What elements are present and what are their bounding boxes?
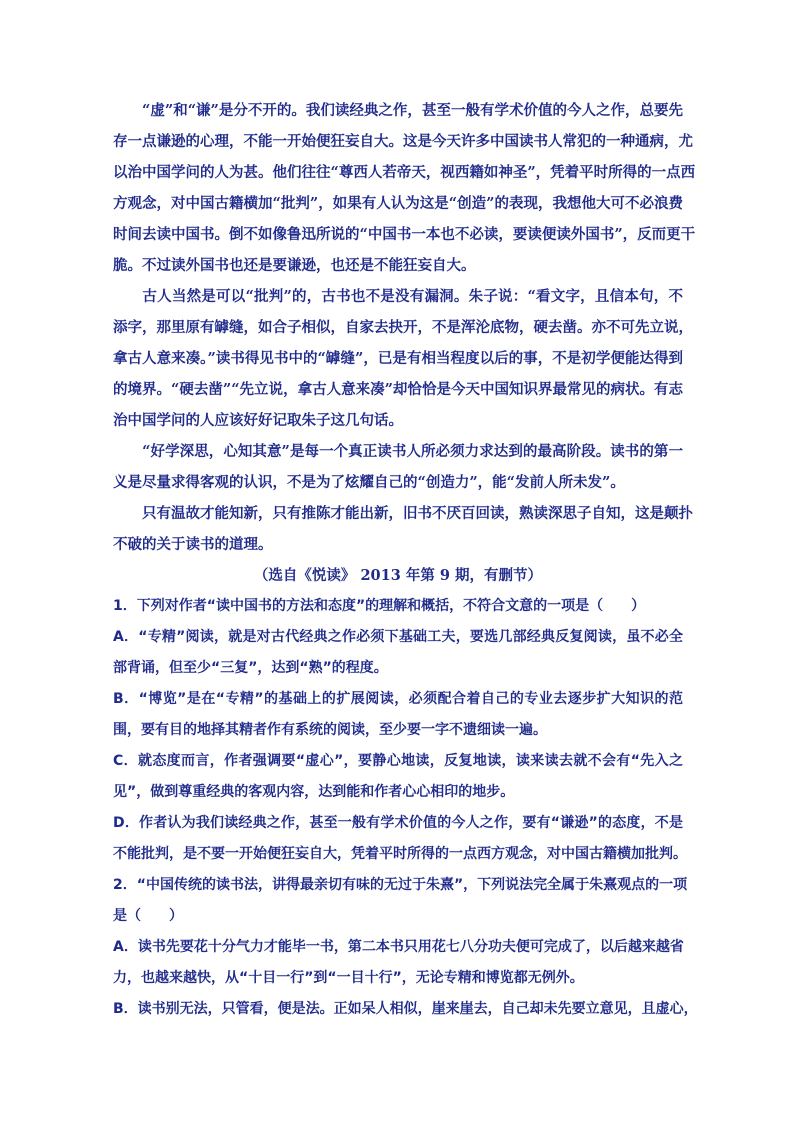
question-1 (113, 591, 687, 870)
option-d: D．作者认为我们读经典之作，甚至一般有学术价值的今人之作，要有“谦逊”的态度，不是 (113, 815, 683, 831)
text-line: 只有温故才能知新，只有推陈才能出新，旧书不厌百回读，熟读深思子自知，这是颠扑 (113, 505, 693, 522)
option-b: B．“博览”是在“专精”的基础上的扩展阅读，必须配合着自己的专业去逐步扩大知识的范 (113, 691, 683, 707)
text-line: 拿古人意来凑。”读书得见书中的“罅缝”，已是有相当程度以后的事，不是初学便能达得到 (113, 350, 683, 367)
document-page (113, 95, 698, 1025)
source-citation: （选自《悦读》 2013 年第 9 期，有删节） (253, 567, 543, 584)
question-stem: 2．“中国传统的读书法，讲得最亲切有味的无过于朱熹”，下列说法完全属于朱熹观点的一项 (113, 877, 688, 893)
text-line: 不破的关于读书的道理。 (113, 536, 273, 553)
option-c: C．就态度而言，作者强调要“虚心”，要静心地读，反复地读，读来读去就不会有“先入之 (113, 753, 683, 769)
text-line: 方观念，对中国古籍横加“批判”，如果有人认为这是“创造”的表现，我想他大可不必浪费 (113, 195, 683, 212)
text-line: 时间去读中国书。倒不如像鲁迅所说的“中国书一本也不必读，要读便读外国书”，反而更干 (113, 226, 696, 243)
question-2 (113, 870, 698, 1025)
passage-paragraph-3 (113, 436, 683, 498)
option-a-cont: 部背诵，但至少“三复”，达到“熟”的程度。 (113, 660, 388, 676)
question-stem-cont: 是（ ） (113, 908, 183, 924)
text-line: 脆。不过读外国书也还是要谦逊，也还是不能狂妄自大。 (113, 257, 476, 274)
option-a: A．读书先要花十分气力才能毕一书，第二本书只用花七八分功夫便可完成了，以后越来越省 (113, 939, 684, 955)
option-a-cont: 力，也越来越快，从“十目一行”到“一目十行”，无论专精和博览都无例外。 (113, 970, 584, 986)
option-c-cont: 见”，做到尊重经典的客观内容，达到能和作者心心相印的地步。 (113, 784, 515, 800)
option-d-cont: 不能批判，是不要一开始便狂妄自大，凭着平时所得的一点西方观念，对中国古籍横加批判。 (113, 846, 687, 862)
text-line: “虚”和“谦”是分不开的。我们读经典之作，甚至一般有学术价值的今人之作，总要先 (113, 102, 683, 119)
passage-paragraph-2 (113, 281, 693, 436)
text-line: 治中国学问的人应该好好记取朱子这几句话。 (113, 412, 403, 429)
question-stem: 1．下列对作者“读中国书的方法和态度”的理解和概括，不符合文意的一项是（ ） (113, 598, 646, 614)
passage-paragraph-1 (113, 95, 696, 281)
text-line: “好学深思，心知其意”是每一个真正读书人所必须力求达到的最高阶段。读书的第一 (113, 443, 683, 460)
text-line: 的境界。“硬去凿”“先立说，拿古人意来凑”却恰恰是今天中国知识界最常见的病状。有志 (113, 381, 683, 398)
text-line: 以治中国学问的人为甚。他们往往“尊西人若帝天，视西籍如神圣”，凭着平时所得的一点西 (113, 164, 696, 181)
option-a: A．“专精”阅读，就是对古代经典之作必须下基础工夫，要选几部经典反复阅读，虽不必全 (113, 629, 683, 645)
text-line: 古人当然是可以“批判”的，古书也不是没有漏洞。朱子说：“看文字，且信本句，不 (113, 288, 683, 305)
text-line: 添字，那里原有罅缝，如合子相似，自家去抉开，不是浑沦底物，硬去凿。亦不可先立说， (113, 319, 693, 336)
option-b: B．读书别无法，只管看，便是法。正如呆人相似，崖来崖去，自己却未先要立意见，且虚心， (113, 1001, 698, 1017)
text-line: 存一点谦逊的心理，不能一开始便狂妄自大。这是今天许多中国读书人常犯的一种通病，尤 (113, 133, 693, 150)
option-b-cont: 围，要有目的地择其精者作有系统的阅读，至少要一字不遗细读一遍。 (113, 722, 547, 738)
text-line: 义是尽量求得客观的认识，不是为了炫耀自己的“创造力”，能“发前人所未发”。 (113, 474, 625, 491)
passage-paragraph-4 (113, 498, 693, 560)
